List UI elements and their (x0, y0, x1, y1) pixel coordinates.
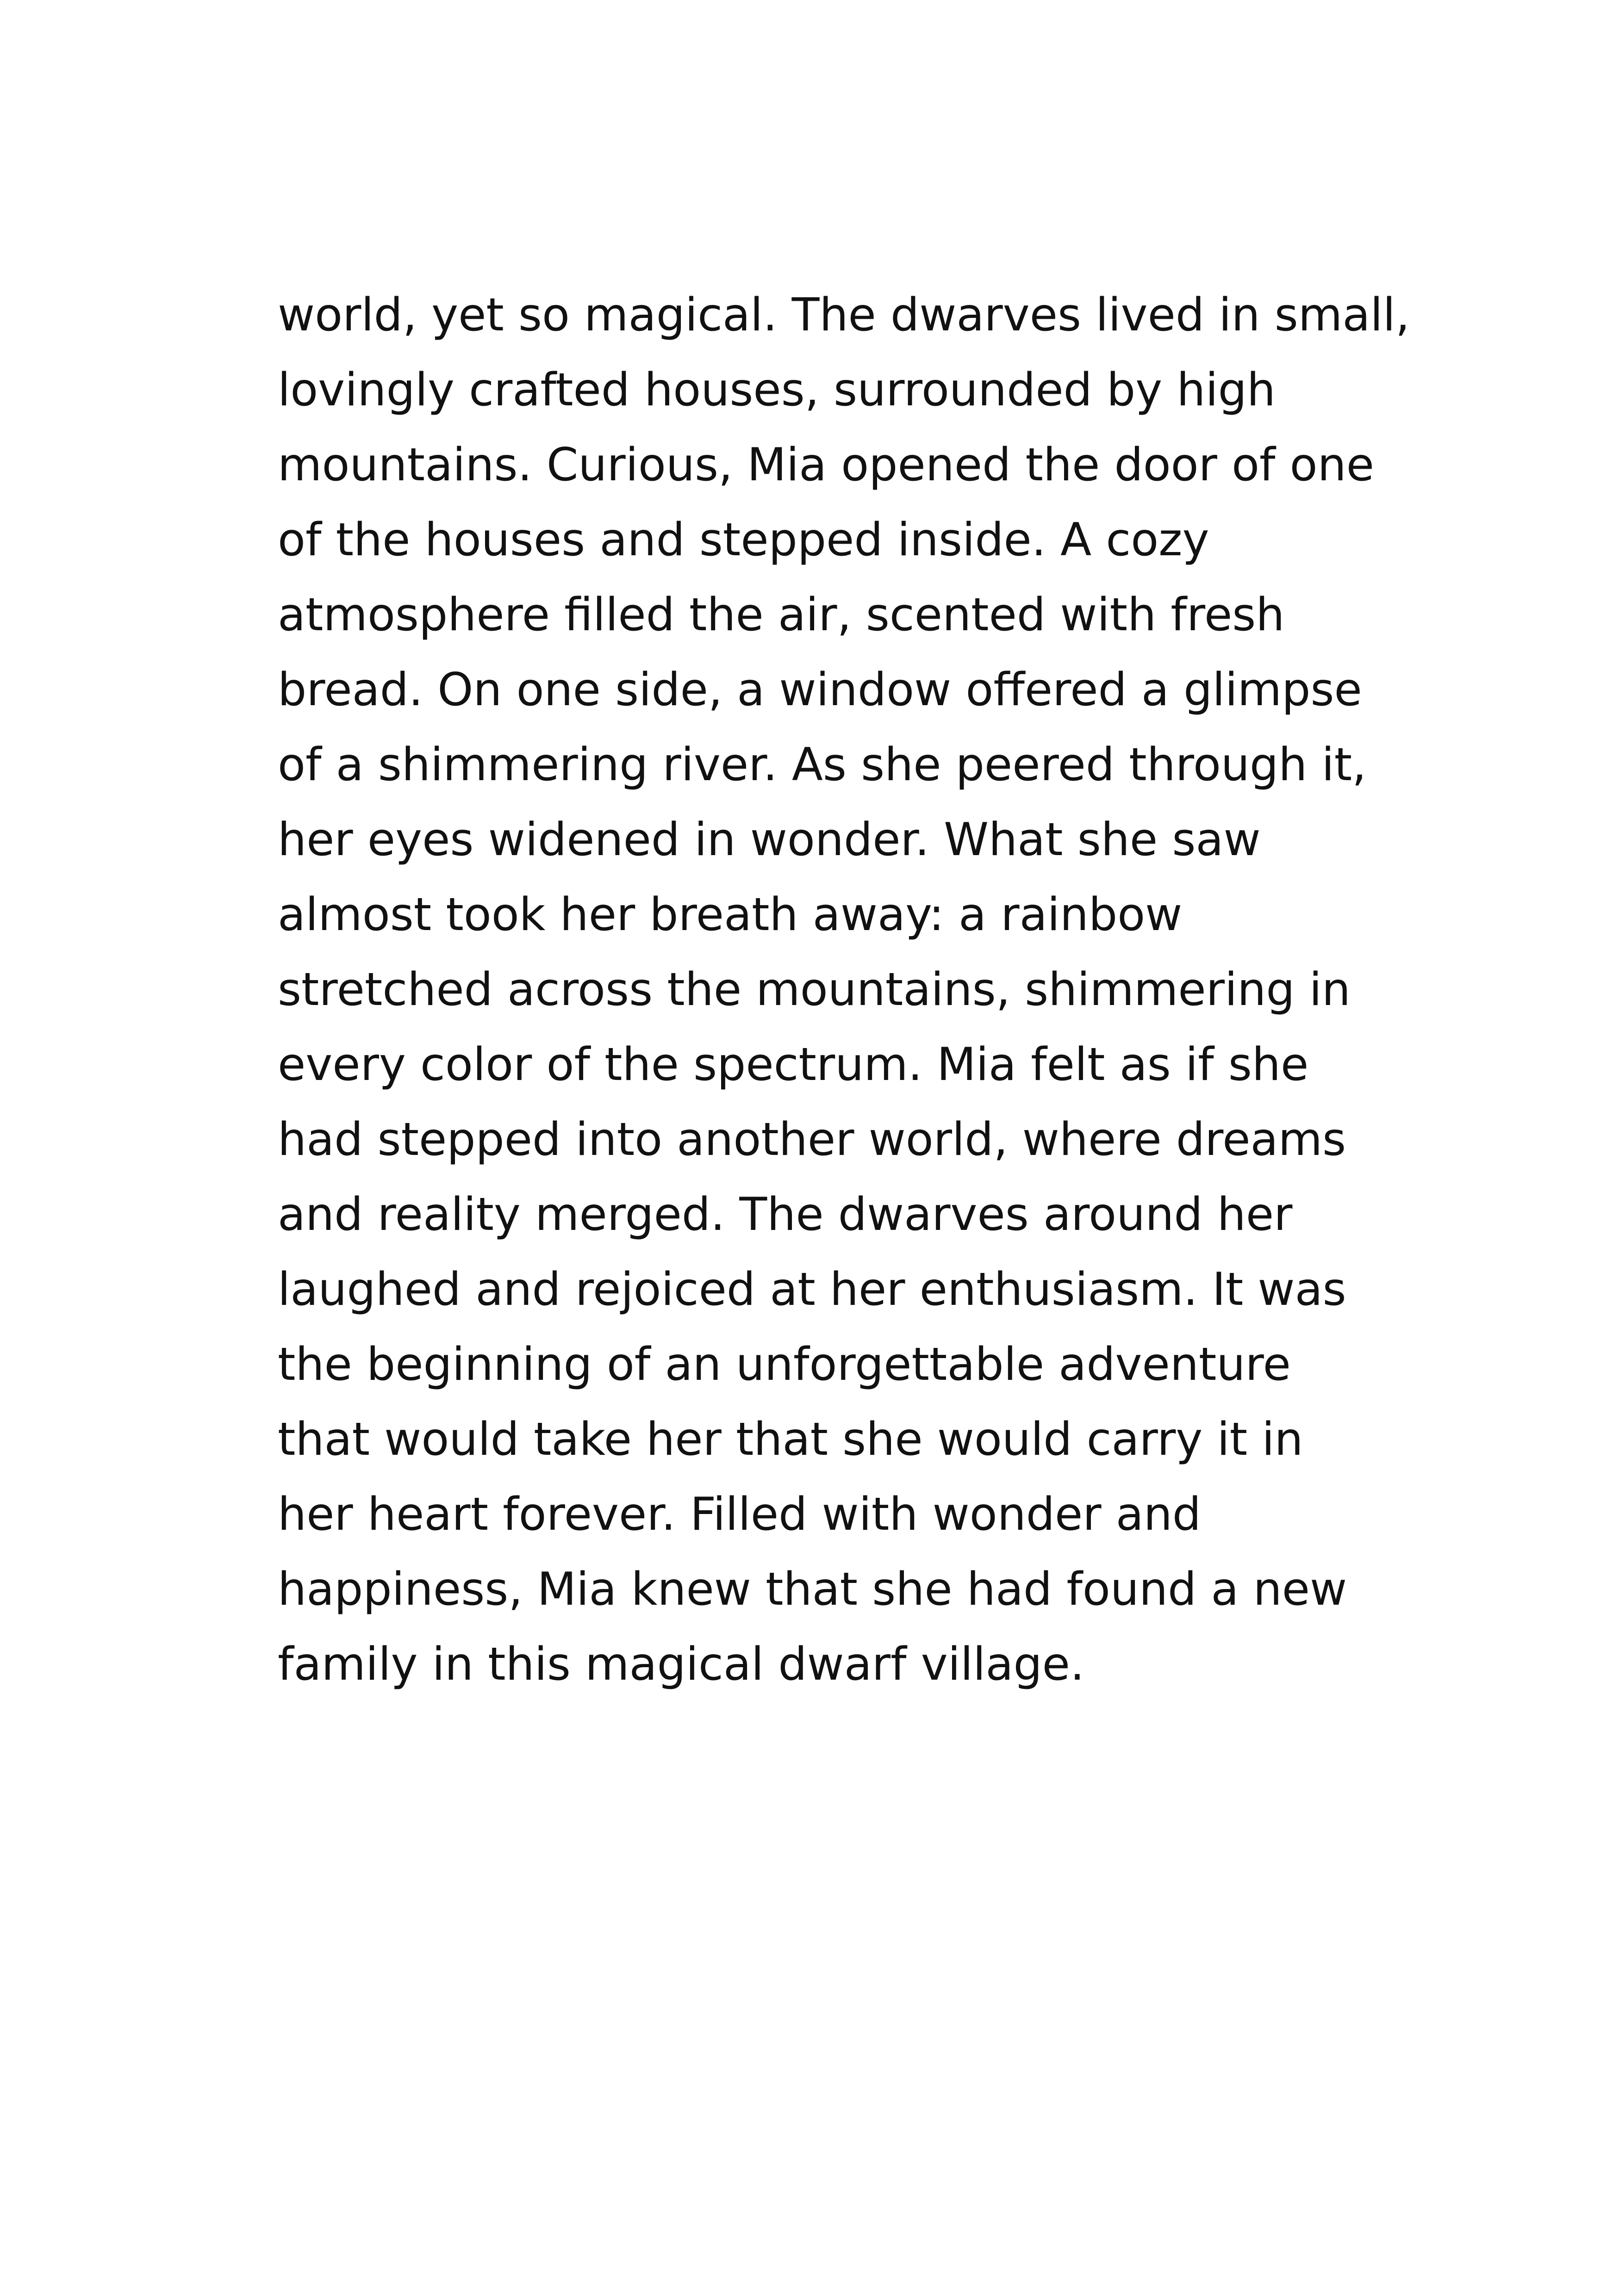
text-line: laughed and rejoiced at her enthusiasm. It was (278, 1263, 1346, 1316)
text-line: happiness, Mia knew that she had found a new (278, 1563, 1347, 1616)
text-line: mountains. Curious, Mia opened the door of one (278, 439, 1375, 491)
text-line: bread. On one side, a window offered a glimpse (278, 664, 1362, 716)
text-line: lovingly crafted houses, surrounded by high (278, 364, 1276, 416)
text-line: her eyes widened in wonder. What she saw (278, 813, 1261, 866)
text-line: stretched across the mountains, shimmering in (278, 963, 1351, 1016)
text-line: family in this magical dwarf village. (278, 1638, 1085, 1691)
text-line: the beginning of an unforgettable adventure (278, 1338, 1291, 1391)
text-line: of a shimmering river. As she peered through it, (278, 738, 1367, 791)
text-line: of the houses and stepped inside. A cozy (278, 514, 1209, 566)
story-paragraph (278, 278, 1410, 1702)
text-line: that would take her that she would carry it in (278, 1413, 1303, 1466)
text-line: and reality merged. The dwarves around her (278, 1188, 1293, 1241)
text-line: every color of the spectrum. Mia felt as if she (278, 1038, 1309, 1091)
text-line: her heart forever. Filled with wonder and (278, 1488, 1202, 1541)
text-line: world, yet so magical. The dwarves lived in small, (278, 289, 1410, 341)
text-line: atmosphere filled the air, scented with fresh (278, 589, 1285, 641)
text-line: had stepped into another world, where dreams (278, 1113, 1346, 1166)
text-line: almost took her breath away: a rainbow (278, 888, 1183, 941)
